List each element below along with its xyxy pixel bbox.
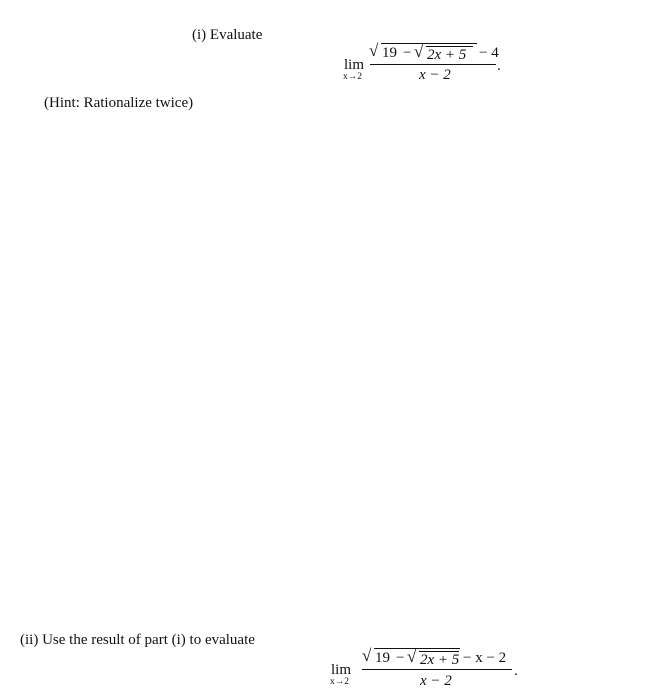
lim-subscript: x→2	[343, 72, 362, 82]
fraction-bar	[362, 669, 512, 670]
lim-operator: lim	[331, 662, 352, 678]
part-ii-heading: (ii) Use the result of part (i) to evaluate	[20, 632, 255, 648]
minus-sign: −	[396, 650, 405, 666]
minus-sign: −	[403, 45, 412, 61]
denominator: x − 2	[420, 673, 452, 689]
outer-sqrt-bar	[374, 648, 460, 649]
outer-sqrt-icon: √	[362, 646, 372, 665]
numerator-tail: − x − 2	[463, 650, 507, 666]
numerator-tail: − 4	[479, 45, 499, 61]
terminator: .	[514, 663, 518, 679]
denominator: x − 2	[419, 67, 451, 83]
inner-sqrt-icon: √	[407, 647, 417, 666]
outer-sqrt-icon: √	[369, 41, 379, 60]
terminator: .	[497, 58, 501, 74]
part-i-heading: (i) Evaluate	[192, 27, 263, 43]
lim-operator: lim	[344, 57, 365, 73]
inner-sqrt-icon: √	[414, 42, 424, 61]
outer-radicand-const: 19	[375, 650, 390, 666]
lim-subscript: x→2	[330, 677, 349, 687]
hint-text: (Hint: Rationalize twice)	[44, 95, 194, 111]
inner-radicand: 2x + 5	[427, 47, 467, 63]
inner-radicand: 2x + 5	[420, 652, 460, 668]
outer-radicand-const: 19	[382, 45, 397, 61]
